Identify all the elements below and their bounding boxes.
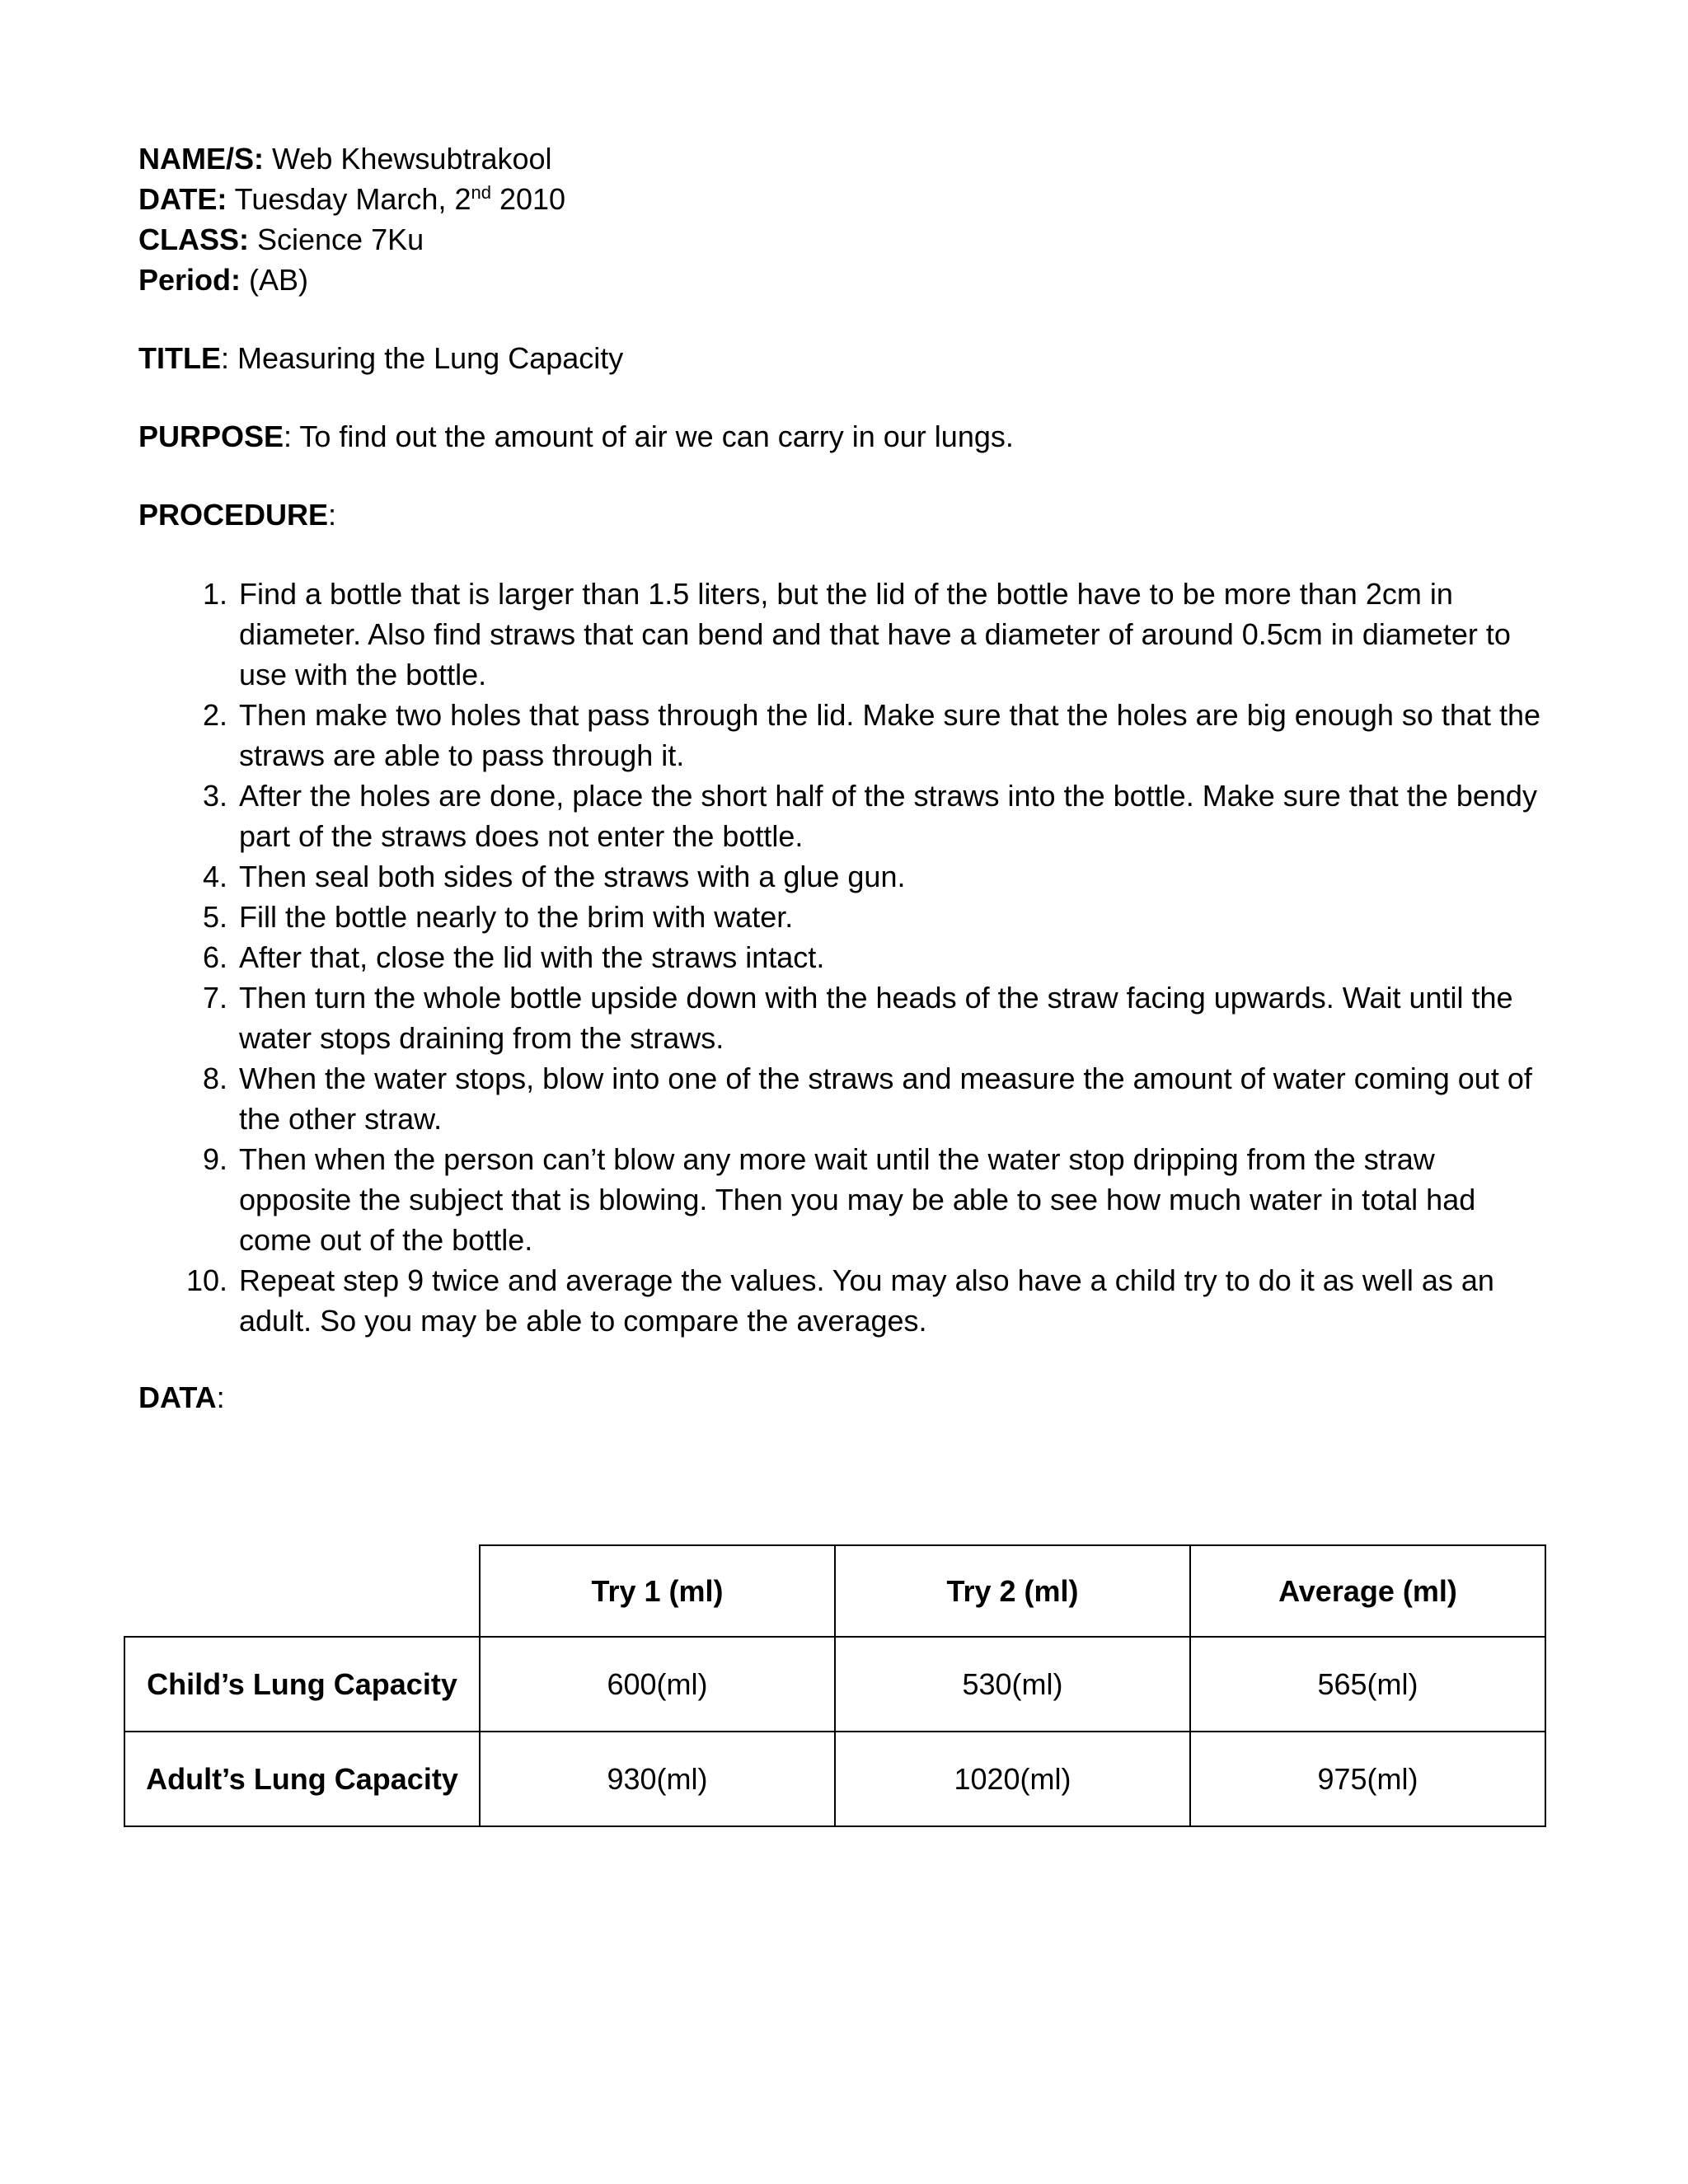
purpose-line <box>138 416 1014 457</box>
title-line <box>138 338 623 378</box>
step-text: After that, close the lid with the straws intact. <box>239 940 825 974</box>
step-number: 4. <box>202 860 227 893</box>
column-header: Try 1 (ml) <box>480 1545 835 1637</box>
data-colon: : <box>216 1380 225 1414</box>
empty-corner-cell <box>124 1545 480 1637</box>
class-label: CLASS: <box>138 223 249 256</box>
purpose-value: : To find out the amount of air we can carry in our lungs. <box>284 419 1014 453</box>
table-row <box>124 1732 1545 1826</box>
step-text: Find a bottle that is larger than 1.5 liters, but the lid of the bottle have to be more than 2cm in diameter. Also find straws that can bend and that have a diameter of around 0.5cm in diameter to use with the bottle. <box>239 577 1511 691</box>
procedure-step <box>186 1058 1546 1139</box>
lung-capacity-table <box>124 1544 1546 1827</box>
table-cell: 975(ml) <box>1190 1732 1545 1826</box>
table-cell: 600(ml) <box>480 1637 835 1732</box>
procedure-step <box>186 776 1546 856</box>
period-value: (AB) <box>241 263 309 297</box>
date-line <box>138 179 565 219</box>
name-label: NAME/S: <box>138 142 264 176</box>
procedure-step <box>186 1139 1546 1260</box>
period-label: Period: <box>138 263 241 297</box>
title-label: TITLE <box>138 341 221 375</box>
date-value: Tuesday March, 2 <box>227 182 471 216</box>
date-ordinal-suffix: nd <box>471 182 491 203</box>
step-text: Then make two holes that pass through the lid. Make sure that the holes are big enough so that the straws are able to pass through it. <box>239 698 1540 772</box>
table-cell: 930(ml) <box>480 1732 835 1826</box>
procedure-label: PROCEDURE <box>138 498 329 532</box>
step-number: 7. <box>202 981 227 1015</box>
procedure-step <box>186 977 1546 1058</box>
procedure-heading <box>138 494 336 535</box>
data-label: DATA <box>138 1380 217 1414</box>
step-number: 2. <box>202 698 227 732</box>
data-heading <box>138 1377 225 1418</box>
name-value: Web Khewsubtrakool <box>264 142 552 176</box>
column-header: Try 2 (ml) <box>835 1545 1190 1637</box>
step-text: Then turn the whole bottle upside down with the heads of the straw facing upwards. Wait until the water stops draining from the straws. <box>239 981 1513 1055</box>
date-year: 2010 <box>490 182 566 216</box>
step-text: Then when the person can’t blow any more wait until the water stop dripping from the straw opposite the subject that is blowing. Then you may be able to see how much water in total had come out of the bottle. <box>239 1142 1476 1257</box>
class-value: Science 7Ku <box>249 223 424 256</box>
step-text: When the water stops, blow into one of the straws and measure the amount of water coming out of the other straw. <box>239 1062 1532 1136</box>
step-text: Repeat step 9 twice and average the values. You may also have a child try to do it as well as an adult. So you may be able to compare the averages. <box>239 1263 1494 1338</box>
table-header-row <box>124 1545 1545 1637</box>
table-cell: 565(ml) <box>1190 1637 1545 1732</box>
class-line <box>138 219 424 260</box>
step-number: 9. <box>202 1142 227 1176</box>
period-line <box>138 260 308 300</box>
date-label: DATE: <box>138 182 227 216</box>
procedure-step <box>186 1260 1546 1341</box>
column-header: Average (ml) <box>1190 1545 1545 1637</box>
procedure-step <box>186 856 1546 897</box>
table-cell: 1020(ml) <box>835 1732 1190 1826</box>
step-number: 8. <box>202 1062 227 1095</box>
step-number: 5. <box>202 900 227 934</box>
procedure-step <box>186 695 1546 776</box>
step-number: 6. <box>202 940 227 974</box>
procedure-step <box>186 937 1546 977</box>
step-number: 10. <box>186 1263 228 1297</box>
row-header: Child’s Lung Capacity <box>124 1637 480 1732</box>
table-row <box>124 1637 1545 1732</box>
row-header: Adult’s Lung Capacity <box>124 1732 480 1826</box>
table-cell: 530(ml) <box>835 1637 1190 1732</box>
step-number: 1. <box>202 577 227 611</box>
procedure-step <box>186 897 1546 937</box>
step-number: 3. <box>202 779 227 813</box>
purpose-label: PURPOSE <box>138 419 284 453</box>
name-line <box>138 138 552 179</box>
procedure-colon: : <box>328 498 337 532</box>
procedure-step <box>186 574 1546 695</box>
title-value: : Measuring the Lung Capacity <box>220 341 624 375</box>
step-text: Then seal both sides of the straws with a glue gun. <box>239 860 906 893</box>
step-text: Fill the bottle nearly to the brim with water. <box>239 900 794 934</box>
step-text: After the holes are done, place the short half of the straws into the bottle. Make sure that the bendy part of the straws does not enter the bottle. <box>239 779 1537 853</box>
procedure-list <box>186 574 1546 1341</box>
